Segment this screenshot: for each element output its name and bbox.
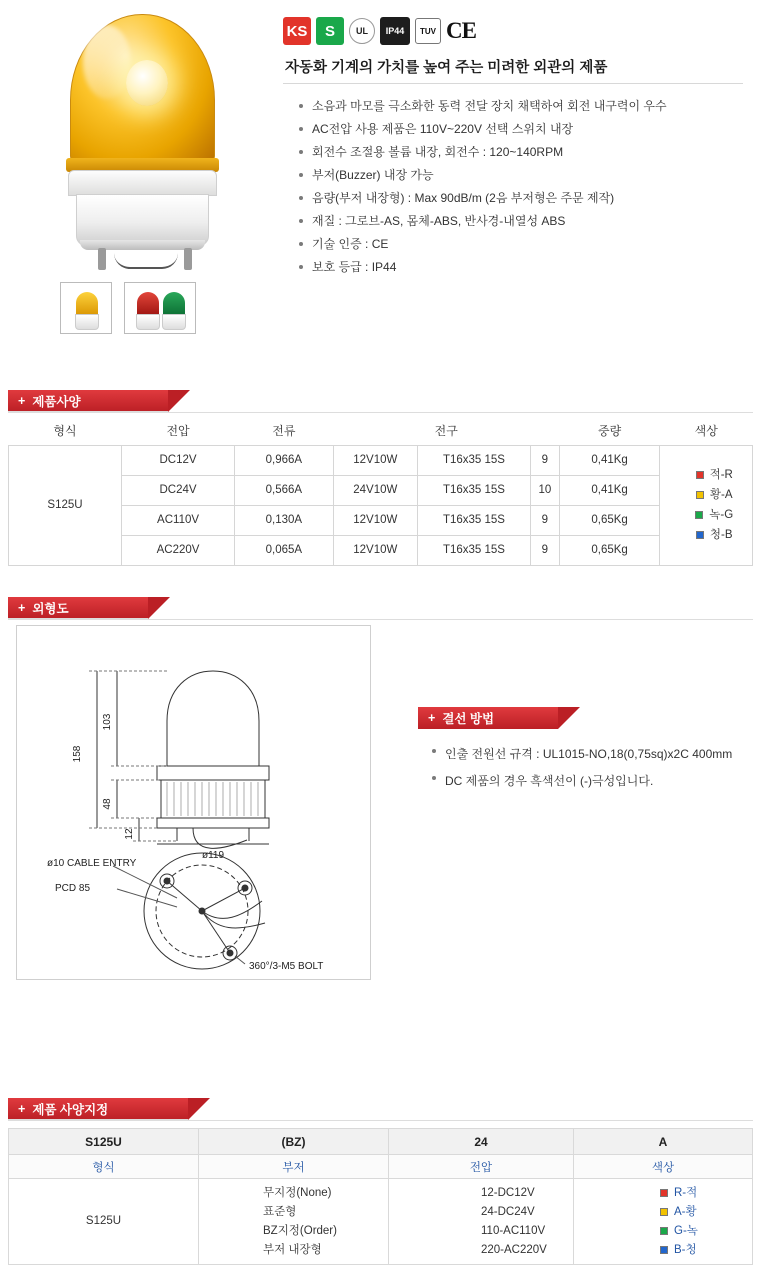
feature-item: 소음과 마모를 극소화한 동력 전달 장치 채택하여 회전 내구력이 우수	[299, 100, 753, 112]
divider	[8, 1119, 188, 1120]
col-current: 전류	[235, 417, 334, 445]
col-type: 형식	[9, 417, 122, 445]
svg-text:12: 12	[124, 828, 135, 840]
order-model: S125U	[9, 1179, 199, 1265]
tuv-badge-icon: TUV	[415, 18, 441, 44]
cell-weight: 0,65Kg	[559, 505, 660, 535]
thumbnail-red-green-pair[interactable]	[124, 282, 196, 334]
outline-section-title: 외형도	[32, 602, 69, 616]
wiring-section-header	[418, 707, 558, 729]
lamp-bolt-right	[184, 248, 192, 270]
cell-lamp-qty: 9	[530, 535, 559, 565]
feature-item: 회전수 조절용 볼륨 내장, 회전수 : 120~140RPM	[299, 146, 753, 158]
order-table	[8, 1128, 753, 1265]
outline-section	[8, 597, 753, 972]
divider	[8, 411, 168, 412]
order-section-title: 제품 사양지정	[32, 1103, 109, 1117]
svg-text:360°/3-M5 BOLT: 360°/3-M5 BOLT	[249, 961, 324, 972]
product-tagline: 자동화 기계의 가치를 높여 주는 미려한 외관의 제품	[283, 48, 743, 84]
product-header	[283, 14, 753, 284]
thumb-base-red	[136, 314, 160, 330]
certification-badges	[283, 14, 753, 48]
thumb-base-green	[162, 314, 186, 330]
option-item: 110-AC110V	[481, 1224, 546, 1237]
option-item: 무지정(None)	[263, 1186, 332, 1199]
order-col-type: 형식	[9, 1155, 199, 1179]
spec-table	[8, 417, 753, 566]
code-buzzer: (BZ)	[199, 1129, 389, 1155]
divider	[8, 618, 148, 619]
ul-badge-icon: UL	[349, 18, 375, 44]
option-item: 부저 내장형	[263, 1243, 322, 1256]
safety-badge-icon: S	[316, 17, 344, 45]
order-buzzer-options	[199, 1179, 389, 1265]
wiring-note-list	[432, 745, 758, 789]
thumb-dome-green	[163, 292, 185, 316]
feature-item: 기술 인증 : CE	[299, 238, 753, 250]
feature-list	[299, 100, 753, 273]
spec-section-title: 제품사양	[32, 395, 81, 409]
cell-lamp-qty: 10	[530, 475, 559, 505]
cell-weight: 0,41Kg	[559, 445, 660, 475]
option-item: B-청	[660, 1241, 751, 1260]
color-item: 황-A	[676, 485, 752, 505]
lamp-base-body	[76, 194, 209, 246]
plus-icon: +	[18, 394, 26, 408]
cell-color-list	[660, 445, 753, 565]
order-color-options	[574, 1179, 753, 1265]
lamp-bulb	[126, 60, 168, 106]
svg-text:ø10 CABLE ENTRY: ø10 CABLE ENTRY	[47, 858, 137, 869]
cell-current: 0,065A	[235, 535, 334, 565]
option-item: 표준형	[263, 1205, 297, 1218]
svg-text:158: 158	[72, 745, 83, 763]
lamp-bolt-left	[98, 248, 106, 270]
wiring-note: DC 제품의 경우 흑색선이 (-)극성입니다.	[432, 772, 758, 789]
thumbnail-list	[60, 282, 196, 334]
cell-lamp-voltage: 12V10W	[333, 535, 417, 565]
order-header-row	[9, 1155, 753, 1179]
col-lamp: 전구	[333, 417, 559, 445]
color-swatch-red	[696, 471, 704, 479]
cell-lamp-type: T16x35 15S	[417, 505, 530, 535]
color-swatch-blue	[696, 531, 704, 539]
ks-badge-icon: KS	[283, 17, 311, 45]
order-col-color: 색상	[574, 1155, 753, 1179]
color-swatch-amber	[660, 1208, 668, 1216]
feature-item: AC전압 사용 제품은 110V~220V 선택 스위치 내장	[299, 123, 753, 135]
order-section-header	[8, 1098, 188, 1120]
ce-badge-icon: CE	[446, 18, 476, 43]
color-item: 녹-G	[676, 505, 752, 525]
product-hero-image	[18, 8, 268, 273]
svg-text:ø119: ø119	[201, 850, 225, 861]
spec-section-header	[8, 390, 168, 412]
feature-item: 음량(부저 내장형) : Max 90dB/m (2음 부저형은 주문 제작)	[299, 192, 753, 204]
cell-lamp-voltage: 12V10W	[333, 505, 417, 535]
order-col-voltage: 전압	[389, 1155, 574, 1179]
svg-text:103: 103	[102, 713, 113, 731]
color-swatch-blue	[660, 1246, 668, 1254]
outline-drawing-svg	[17, 626, 370, 979]
feature-item: 보호 등급 : IP44	[299, 261, 753, 273]
table-row	[9, 445, 753, 475]
col-color: 색상	[660, 417, 753, 445]
cell-lamp-type: T16x35 15S	[417, 445, 530, 475]
option-item: R-적	[660, 1184, 751, 1203]
cell-weight: 0,65Kg	[559, 535, 660, 565]
color-item: 적-R	[676, 465, 752, 485]
code-color: A	[574, 1129, 753, 1155]
color-swatch-green	[660, 1227, 668, 1235]
svg-text:48: 48	[102, 798, 113, 810]
cell-current: 0,566A	[235, 475, 334, 505]
cell-lamp-voltage: 24V10W	[333, 475, 417, 505]
plus-icon: +	[18, 1102, 26, 1116]
cell-voltage: DC12V	[122, 445, 235, 475]
cell-weight: 0,41Kg	[559, 475, 660, 505]
lamp-cable	[114, 253, 178, 269]
cell-voltage: DC24V	[122, 475, 235, 505]
code-model: S125U	[9, 1129, 199, 1155]
table-header-row	[9, 417, 753, 445]
spec-section	[8, 390, 753, 566]
color-item: 청-B	[676, 525, 752, 545]
color-swatch-amber	[696, 491, 704, 499]
thumb-base-amber	[75, 314, 99, 330]
cell-model: S125U	[9, 445, 122, 565]
order-voltage-options	[389, 1179, 574, 1265]
lamp-base-top	[68, 170, 217, 196]
color-swatch-green	[695, 511, 703, 519]
cell-current: 0,130A	[235, 505, 334, 535]
cell-current: 0,966A	[235, 445, 334, 475]
cell-lamp-voltage: 12V10W	[333, 445, 417, 475]
option-item: BZ지정(Order)	[263, 1224, 337, 1237]
option-item: G-녹	[660, 1222, 751, 1241]
option-item: 12-DC12V	[481, 1186, 535, 1199]
svg-text:PCD 85: PCD 85	[55, 883, 91, 894]
order-body-row	[9, 1179, 753, 1265]
col-weight: 중량	[559, 417, 660, 445]
product-overview-section	[0, 0, 761, 345]
order-section	[8, 1098, 753, 1265]
col-voltage: 전압	[122, 417, 235, 445]
cell-voltage: AC110V	[122, 505, 235, 535]
cell-lamp-type: T16x35 15S	[417, 475, 530, 505]
order-col-buzzer: 부저	[199, 1155, 389, 1179]
color-swatch-red	[660, 1189, 668, 1197]
outline-drawing	[16, 625, 371, 980]
thumb-dome-amber	[76, 292, 98, 316]
cell-voltage: AC220V	[122, 535, 235, 565]
plus-icon: +	[428, 711, 436, 725]
plus-icon: +	[18, 601, 26, 615]
wiring-section-title: 결선 방법	[442, 712, 495, 726]
code-voltage: 24	[389, 1129, 574, 1155]
wiring-note: 인출 전원선 규격 : UL1015-NO,18(0,75sq)x2C 400mm	[432, 745, 758, 762]
thumbnail-amber[interactable]	[60, 282, 112, 334]
cell-lamp-qty: 9	[530, 445, 559, 475]
option-item: 220-AC220V	[481, 1243, 547, 1256]
order-code-row	[9, 1129, 753, 1155]
thumb-dome-red	[137, 292, 159, 316]
ip-badge-icon: IP44	[380, 17, 410, 45]
cell-lamp-qty: 9	[530, 505, 559, 535]
cell-lamp-type: T16x35 15S	[417, 535, 530, 565]
feature-item: 재질 : 그로브-AS, 몸체-ABS, 반사경-내열성 ABS	[299, 215, 753, 227]
option-item: 24-DC24V	[481, 1205, 535, 1218]
wiring-subsection	[418, 707, 758, 799]
feature-item: 부저(Buzzer) 내장 가능	[299, 169, 753, 181]
outline-section-header	[8, 597, 148, 619]
option-item: A-황	[660, 1203, 751, 1222]
